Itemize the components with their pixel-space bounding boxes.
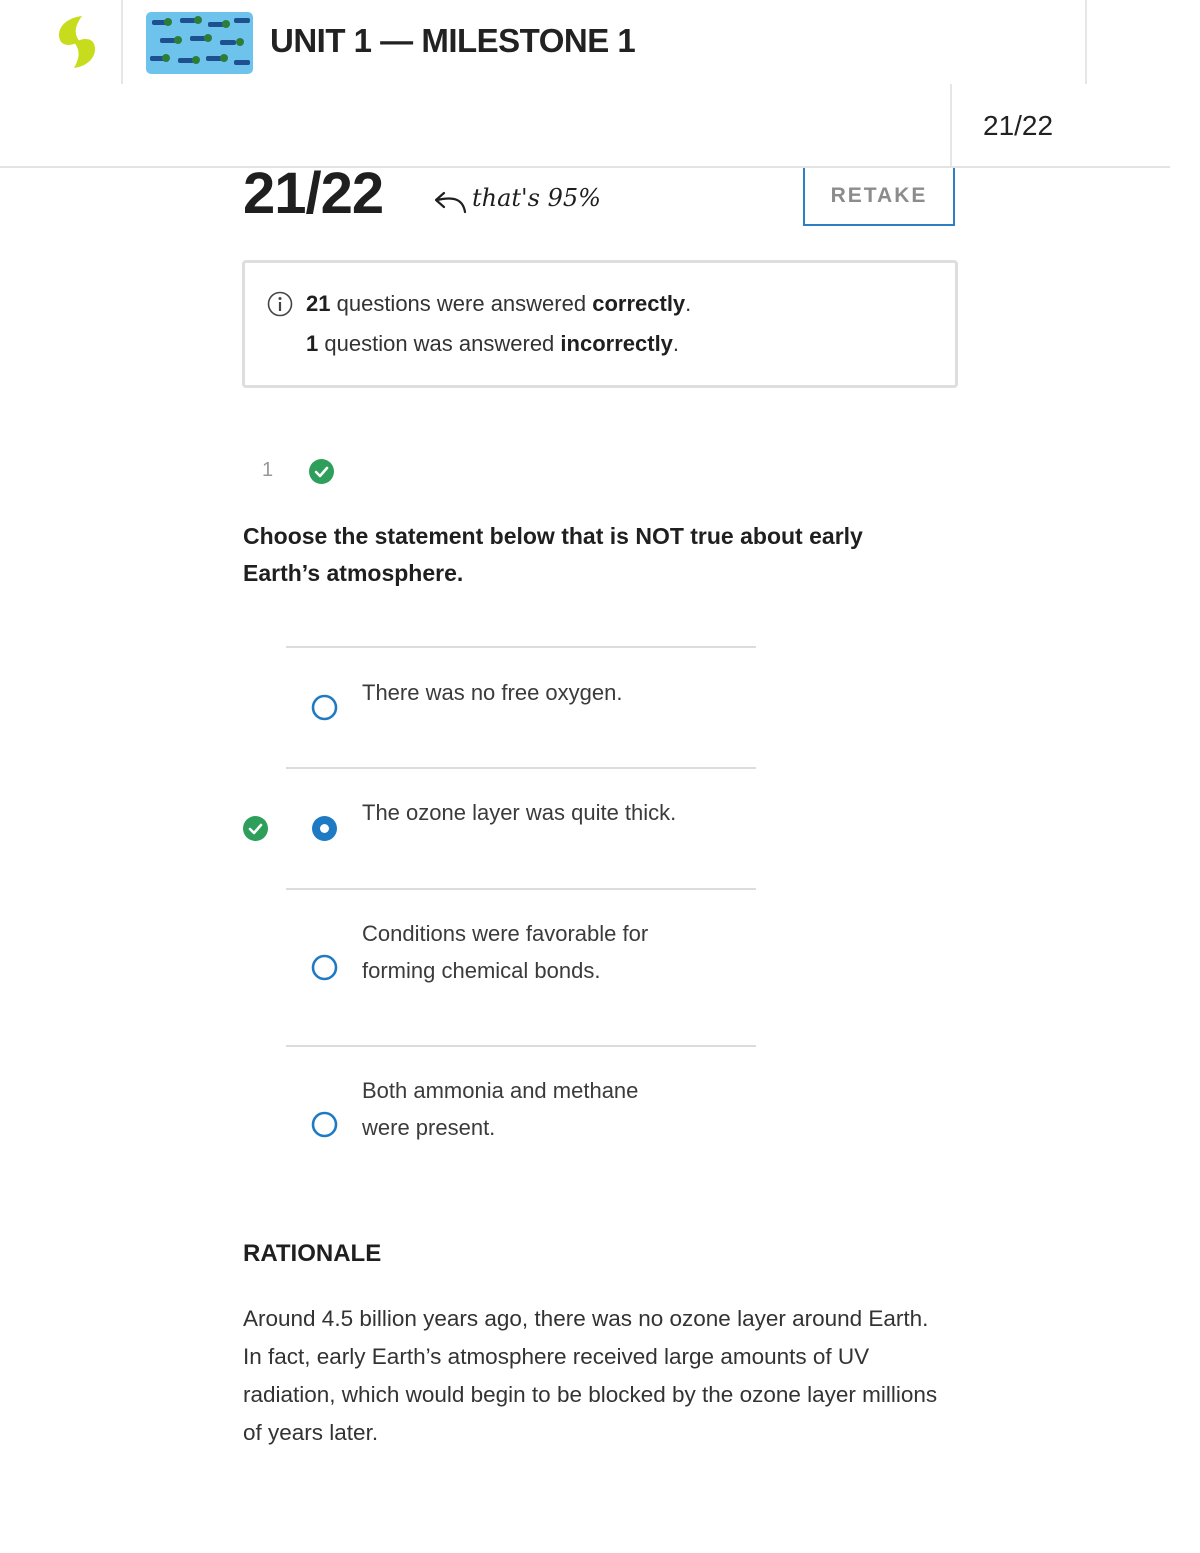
score-percent-annotation: that's 95% [472, 184, 601, 212]
retake-button[interactable]: RETAKE [803, 168, 955, 226]
incorrect-count: 1 [306, 331, 319, 356]
question-number: 1 [262, 459, 274, 481]
correct-check-icon [243, 816, 268, 841]
unit-thumbnail [146, 12, 253, 74]
radio-unselected-icon[interactable] [311, 954, 338, 981]
header-score: 21/22 [983, 110, 1054, 141]
header-bottom-border [0, 166, 1170, 168]
radio-unselected-icon[interactable] [311, 1111, 338, 1138]
score-value: 21/22 [243, 161, 384, 226]
header-divider [121, 0, 123, 84]
option-text: The ozone layer was quite thick. [362, 800, 677, 825]
summary-correct-line [306, 291, 691, 317]
correct-count: 21 [306, 291, 331, 316]
rationale-text: Around 4.5 billion years ago, there was no ozone layer around Earth. In fact, early Earth’s atmosphere received large amounts of UV radiation, which would begin to be blocked by the ozone layer millions of years later. [243, 1306, 938, 1445]
rationale-title: RATIONALE [243, 1240, 382, 1267]
unit-title: UNIT 1 — MILESTONE 1 [270, 22, 636, 59]
radio-selected-icon[interactable] [311, 815, 338, 842]
question-text: Choose the statement below that is NOT true about early Earth’s atmosphere. [243, 523, 863, 586]
option-text: Both ammonia and methane were present. [362, 1078, 639, 1140]
header-right-divider [1085, 0, 1087, 84]
period: . [685, 291, 692, 316]
summary-incorrect-line [306, 331, 679, 357]
sophia-logo-icon[interactable] [52, 14, 102, 70]
correct-word: correctly [592, 291, 686, 316]
option-divider [286, 888, 756, 890]
score-box-divider [950, 84, 952, 168]
radio-unselected-icon[interactable] [311, 694, 338, 721]
option-text: Conditions were favorable for forming chemical bonds. [362, 921, 649, 983]
curved-arrow-icon [433, 188, 467, 214]
option-divider [286, 767, 756, 769]
check-circle-icon [309, 459, 334, 484]
option-text: There was no free oxygen. [362, 680, 623, 705]
option-divider [286, 1045, 756, 1047]
period: . [672, 331, 680, 356]
incorrect-text: question was answered [324, 331, 555, 356]
correct-text: questions were answered [336, 291, 587, 316]
option-divider [286, 646, 756, 648]
info-icon [267, 291, 293, 317]
incorrect-word: incorrectly [560, 331, 673, 356]
results-summary [242, 260, 958, 388]
